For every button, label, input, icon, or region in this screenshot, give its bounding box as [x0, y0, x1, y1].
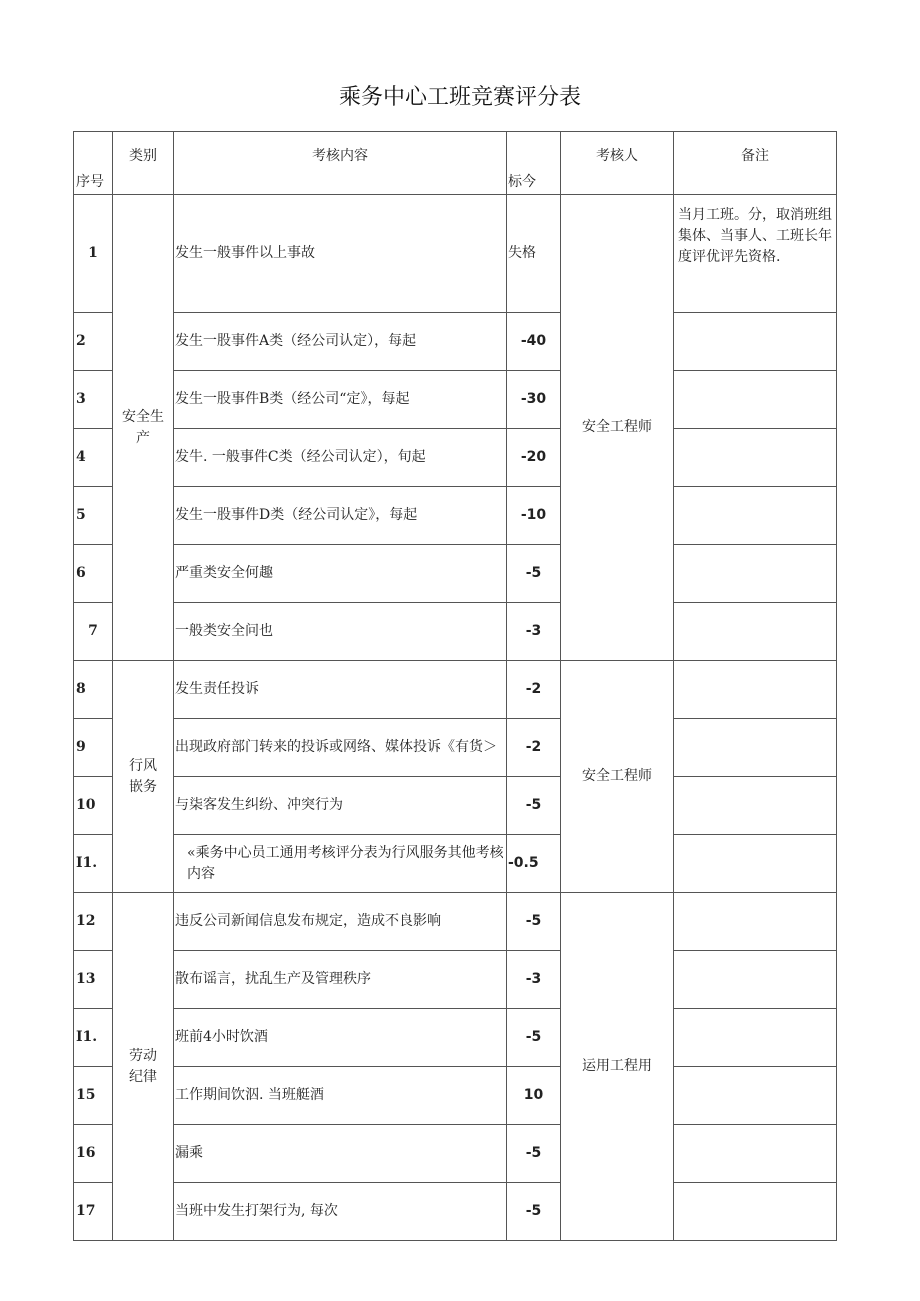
row-remark: [674, 835, 837, 893]
category-cell: 安全生产: [113, 195, 174, 661]
row-score: -3: [507, 603, 561, 661]
row-remark: [674, 487, 837, 545]
row-content: 当班中发生打架行为, 每次: [174, 1183, 507, 1241]
header-remarks: 备注: [674, 132, 837, 195]
row-content: 发牛. 一般事件C类（经公司认定），旬起: [174, 429, 507, 487]
table-row: [74, 429, 837, 487]
row-remark: [674, 603, 837, 661]
table-row: [74, 313, 837, 371]
row-seq: 2: [74, 313, 113, 371]
row-remark: [674, 1125, 837, 1183]
row-remark: [674, 951, 837, 1009]
row-score: -3: [507, 951, 561, 1009]
row-score: -2: [507, 719, 561, 777]
row-content: 发生一般事件以上事故: [174, 195, 507, 313]
row-remark: [674, 1009, 837, 1067]
assessor-cell: 安全工程师: [561, 195, 674, 661]
row-score: -2: [507, 661, 561, 719]
row-seq: I1.: [74, 1009, 113, 1067]
row-seq: 13: [74, 951, 113, 1009]
row-content: 严重类安全何趣: [174, 545, 507, 603]
row-seq: 3: [74, 371, 113, 429]
row-seq: 6: [74, 545, 113, 603]
row-content: 发生一股事件D类（经公司认定》，每起: [174, 487, 507, 545]
row-content: 发生责任投诉: [174, 661, 507, 719]
header-content: 考核内容: [174, 132, 507, 195]
row-content: 一般类安全问也: [174, 603, 507, 661]
row-score: -5: [507, 893, 561, 951]
row-score: -5: [507, 777, 561, 835]
assessor-cell: 运用工程用: [561, 893, 674, 1241]
row-score: 失格: [507, 195, 561, 313]
row-content: 出现政府部门转来的投诉或网络、媒体投诉《有货＞: [174, 719, 507, 777]
table-row: [74, 893, 837, 951]
row-score: -5: [507, 545, 561, 603]
header-standard: 标今: [507, 132, 561, 195]
row-remark: [674, 313, 837, 371]
page-title: 乘务中心工班竞赛评分表: [338, 85, 581, 110]
row-content: 发生一股事件A类（经公司认定），每起: [174, 313, 507, 371]
row-score: -40: [507, 313, 561, 371]
row-remark: [674, 429, 837, 487]
row-seq: 8: [74, 661, 113, 719]
category-cell: 劳动纪律: [113, 893, 174, 1241]
table-row: [74, 835, 837, 893]
table-row: [74, 1067, 837, 1125]
table-row: [74, 371, 837, 429]
row-content: 与柒客发生纠纷、冲突行为: [174, 777, 507, 835]
row-content: 散布谣言，扰乱生产及管理秩序: [174, 951, 507, 1009]
table-row: [74, 195, 837, 313]
row-content: 班前4小时饮酒: [174, 1009, 507, 1067]
row-score: -5: [507, 1125, 561, 1183]
table-row: [74, 1125, 837, 1183]
table-row: [74, 951, 837, 1009]
row-content: 违反公司新闻信息发布规定，造成不良影响: [174, 893, 507, 951]
row-seq: 5: [74, 487, 113, 545]
row-remark: 当月工班。分，取消班组集体、当事人、工班长年度评优评先资格.: [674, 195, 837, 313]
row-score: -5: [507, 1009, 561, 1067]
row-content: [174, 835, 507, 893]
row-content: 漏乘: [174, 1125, 507, 1183]
header-category: 类别: [113, 132, 174, 195]
row-score: -10: [507, 487, 561, 545]
row-remark: [674, 661, 837, 719]
table-row: [74, 545, 837, 603]
row-seq: 1: [74, 195, 113, 313]
row-seq: 12: [74, 893, 113, 951]
table-row: [74, 487, 837, 545]
table-row: [74, 1183, 837, 1241]
row-remark: [674, 777, 837, 835]
row-seq: 9: [74, 719, 113, 777]
row-score: -30: [507, 371, 561, 429]
table-header-row: [74, 132, 837, 195]
row-score: -0.5: [507, 835, 561, 893]
row-seq: 4: [74, 429, 113, 487]
row-score: -20: [507, 429, 561, 487]
row-remark: [674, 1067, 837, 1125]
row-remark: [674, 893, 837, 951]
row-seq: 17: [74, 1183, 113, 1241]
header-assessor: 考核人: [561, 132, 674, 195]
table-row: [74, 1009, 837, 1067]
row-seq: 7: [74, 603, 113, 661]
table-row: [74, 777, 837, 835]
table-row: [74, 661, 837, 719]
row-score: 10: [507, 1067, 561, 1125]
row-content: 发生一股事件B类（经公司“定》，每起: [174, 371, 507, 429]
row-remark: [674, 545, 837, 603]
row-seq: I1.: [74, 835, 113, 893]
table-row: [74, 719, 837, 777]
scoring-table: [73, 131, 837, 1241]
category-cell: 行风嵌务: [113, 661, 174, 893]
header-seq: 序号: [74, 132, 113, 195]
row-remark: [674, 371, 837, 429]
row-seq: 16: [74, 1125, 113, 1183]
row-content: 工作期间饮泅. 当班艇酒: [174, 1067, 507, 1125]
row-remark: [674, 1183, 837, 1241]
table-row: [74, 603, 837, 661]
row-seq: 15: [74, 1067, 113, 1125]
assessor-cell: 安全工程师: [561, 661, 674, 893]
row-seq: 10: [74, 777, 113, 835]
row-remark: [674, 719, 837, 777]
row-content-text: «乘务中心员工通用考核评分表为行风服务其他考核内容: [187, 844, 504, 882]
row-score: -5: [507, 1183, 561, 1241]
